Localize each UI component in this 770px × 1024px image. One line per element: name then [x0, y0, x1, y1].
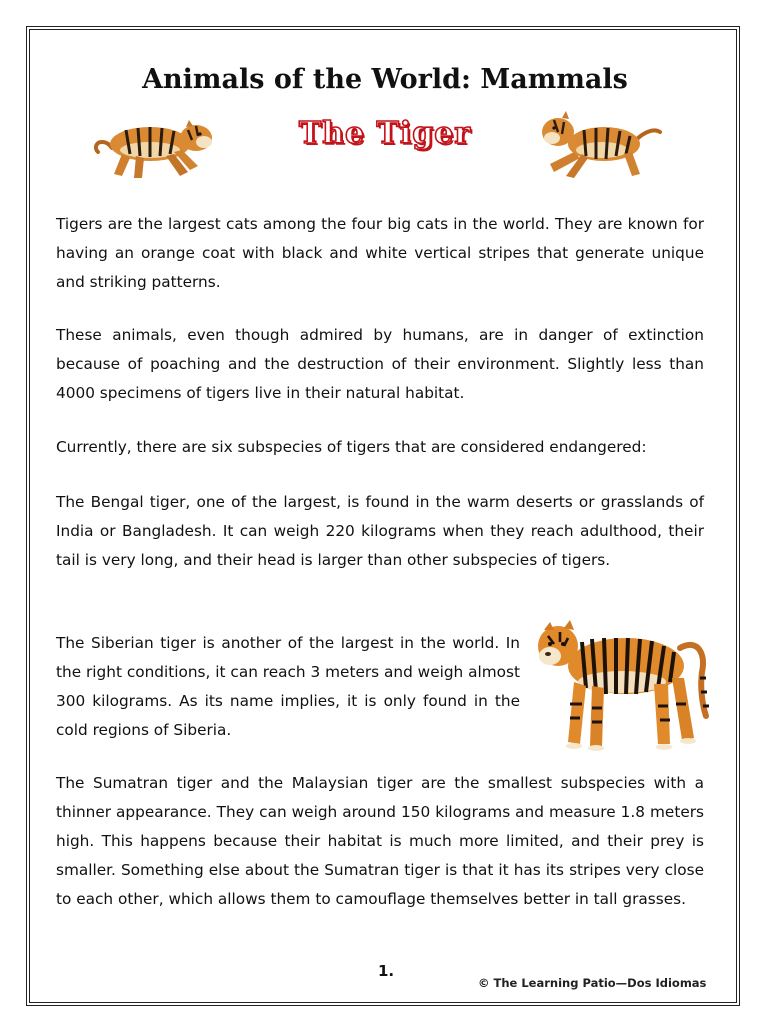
standing-tiger-image — [530, 608, 720, 754]
leaping-tiger-image-left — [92, 112, 228, 184]
siberian-tiger-paragraph: The Siberian tiger is another of the largest in the world. In the right conditions, it can reach 3 meters and weigh almost 300 kilograms. As its name implies, it is only found in the cold regions of Siberia. — [56, 634, 520, 739]
leaping-tiger-image-right — [532, 106, 666, 182]
sumatran-malaysian-tiger-paragraph: The Sumatran tiger and the Malaysian tiger are the smallest subspecies with a thinner appearance. They can weigh around 150 kilograms and measure 1.8 meters high. This happens because their habitat is much more limited, and their prey is smaller. Something else about the Sumatran tiger is that it has its stripes very close to each other, which allows them to camouflage themselves better in tall grasses. — [56, 774, 704, 908]
intro-paragraph: Tigers are the largest cats among the four big cats in the world. They are known for having an orange coat with black and white vertical stripes that generate unique and striking patterns. — [56, 215, 704, 291]
page-title: Animals of the World: Mammals — [142, 64, 628, 95]
copyright-notice: © The Learning Patio—Dos Idiomas — [478, 976, 707, 990]
page-subtitle: The Tiger — [298, 116, 472, 151]
page-number: 1. — [378, 962, 395, 980]
extinction-paragraph: These animals, even though admired by humans, are in danger of extinction because of poaching and the destruction of their environment. Slightly less than 4000 specimens of tigers live in their natural habitat. — [56, 326, 704, 402]
subspecies-intro-paragraph: Currently, there are six subspecies of tigers that are considered endangered: — [56, 438, 647, 456]
bengal-tiger-paragraph: The Bengal tiger, one of the largest, is found in the warm deserts or grasslands of India or Bangladesh. It can weigh 220 kilograms when they reach adulthood, their tail is very long, and their head is larger than other subspecies of tigers. — [56, 493, 704, 569]
